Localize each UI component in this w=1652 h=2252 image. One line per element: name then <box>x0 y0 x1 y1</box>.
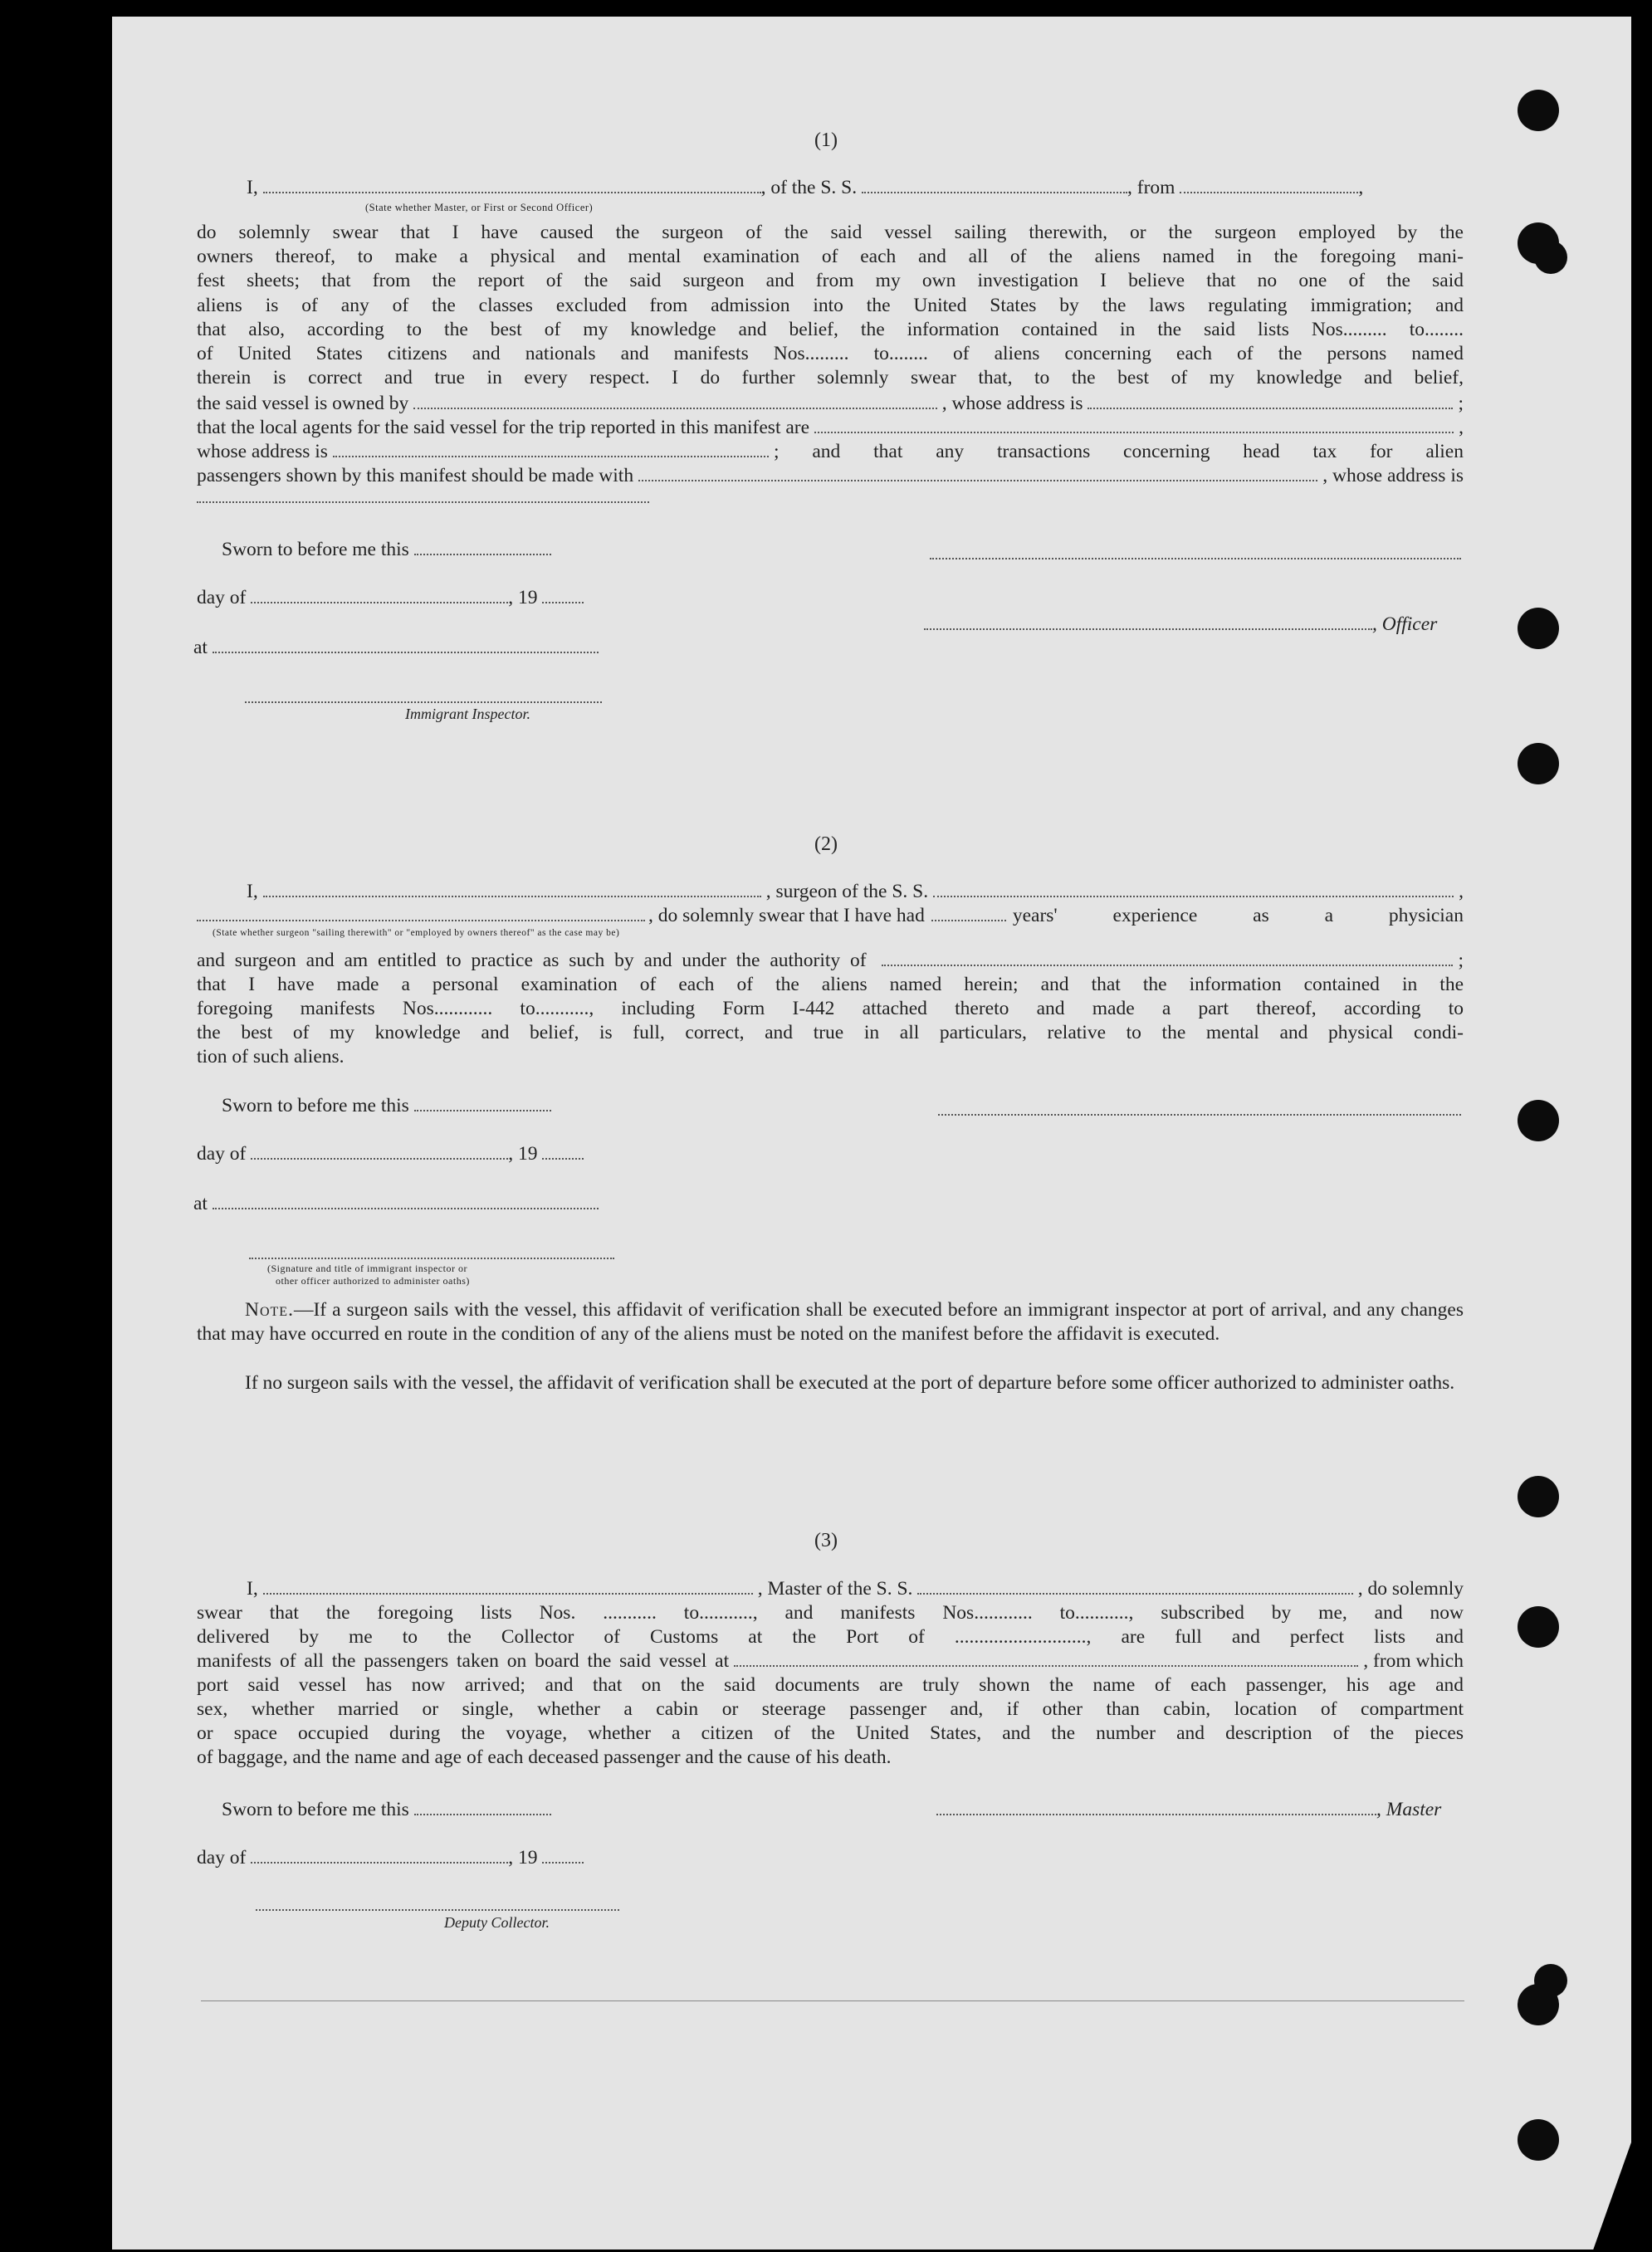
body-text: , from which <box>1363 1650 1464 1672</box>
note-text: —If a surgeon sails with the vessel, this affidavit of verification shall be executed before an immigrant inspector at port of arrival, and any changes that may have occurred en route in the condition of any of the aliens must be noted on the manifest before the affidavit is executed. <box>197 1299 1464 1345</box>
section-3-heading: (3) <box>814 1530 838 1551</box>
master-line <box>936 1798 1441 1822</box>
at-line-2 <box>193 1192 599 1216</box>
day-of-line-1 <box>197 586 584 610</box>
body-line: that I have made a personal examination of each of the aliens named herein; and that the information contained in the <box>197 974 1464 995</box>
section-2-intro-line <box>247 880 1464 904</box>
body-text: whose address is <box>197 441 328 462</box>
body-line: swear that the foregoing lists Nos. ........... to..........., and manifests Nos............ to..........., subscribed by me, and now <box>197 1602 1464 1624</box>
whose-address-line <box>197 440 1464 464</box>
signature-caption: other officer authorized to administer oaths) <box>276 1275 470 1287</box>
body-line: sex, whether married or single, whether a cabin or steerage passenger and, if other than cabin, location of compartment <box>197 1698 1464 1721</box>
sworn-text: Sworn to before me this <box>222 1095 409 1116</box>
binder-hole <box>1518 1476 1559 1517</box>
sworn-line-1 <box>222 538 551 562</box>
passengers-line <box>197 464 1464 488</box>
binder-hole <box>1518 1100 1559 1141</box>
signature-blank <box>930 558 1461 559</box>
intro-text: , Master of the S. S. <box>757 1578 913 1600</box>
intro-text: I, <box>247 177 258 198</box>
sworn-text: Sworn to before me this <box>222 1799 409 1820</box>
agents-line <box>197 416 1464 440</box>
at-text: at <box>193 1193 208 1214</box>
body-text: years' experience as a physician <box>1012 905 1464 926</box>
inspector-signature-blank <box>245 701 602 703</box>
binder-hole <box>1518 2119 1559 2161</box>
master-text: , Master <box>1376 1799 1442 1820</box>
intro-text: , <box>1358 177 1364 198</box>
at-line-1 <box>193 636 599 660</box>
sworn-line-3 <box>222 1798 551 1822</box>
section-3-body <box>197 1601 1464 1649</box>
inspector-caption: Immigrant Inspector. <box>405 706 530 722</box>
officer-text: , Officer <box>1372 613 1438 635</box>
section-1-intro-line <box>247 176 1363 200</box>
intro-text: I, <box>247 1578 258 1600</box>
day-of-line-3 <box>197 1846 584 1870</box>
body-line: fest sheets; that from the report of the said surgeon and from my own investigation I believe that no one of the said <box>197 270 1464 292</box>
year-text: , 19 <box>508 1143 538 1165</box>
binder-hole <box>1518 743 1559 784</box>
sworn-text: Sworn to before me this <box>222 539 409 560</box>
note-paragraph-2 <box>197 1371 1464 1395</box>
section-1-body <box>197 221 1464 390</box>
body-text: that the local agents for the said vessel for the trip reported in this manifest are <box>197 417 810 438</box>
day-of-text: day of <box>197 1143 247 1165</box>
section-2-body <box>197 973 1464 1046</box>
body-text: ; <box>1458 950 1464 971</box>
intro-text: , do solemnly <box>1357 1578 1464 1600</box>
deputy-caption: Deputy Collector. <box>444 1914 550 1931</box>
body-text: manifests of all the passengers taken on board the said vessel at <box>197 1650 730 1672</box>
body-line: delivered by me to the Collector of Customs at the Port of ..........................., are full and perfect lists and <box>197 1626 1464 1649</box>
year-text: , 19 <box>508 587 538 608</box>
sworn-line-2 <box>222 1094 551 1118</box>
inspector-signature-blank <box>249 1258 614 1259</box>
manifests-line <box>197 1649 1464 1673</box>
intro-text: , of the S. S. <box>760 177 858 198</box>
body-line: aliens is of any of the classes excluded from admission into the United States by the laws regulating immigration; and <box>197 294 1464 316</box>
body-text: , do solemnly swear that I have had <box>648 905 925 926</box>
body-line: therein is correct and true in every respect. I do further solemnly swear that, to the best of my knowledge and belief, <box>197 367 1464 389</box>
day-of-line-2 <box>197 1142 584 1166</box>
body-text: passengers shown by this manifest should be made with <box>197 465 634 486</box>
body-line: port said vessel has now arrived; and that on the said documents are truly shown the name of each passenger, his age and <box>197 1674 1464 1696</box>
section-3-intro-line <box>247 1577 1464 1601</box>
body-line: foregoing manifests Nos............ to..........., including Form I-442 attached thereto and made a part thereof, according to <box>197 998 1464 1020</box>
year-text: , 19 <box>508 1847 538 1869</box>
body-text: ; <box>1458 393 1464 414</box>
section-2-heading: (2) <box>814 833 838 855</box>
signature-caption: (Signature and title of immigrant inspector or <box>267 1263 467 1274</box>
section-1-heading: (1) <box>814 129 838 151</box>
day-of-text: day of <box>197 587 247 608</box>
note-text: If no surgeon sails with the vessel, the affidavit of verification shall be executed at the port of departure before some officer authorized to administer oaths. <box>245 1372 1455 1394</box>
body-line: or space occupied during the voyage, whether a citizen of the United States, and the number and description of the pieces <box>197 1722 1464 1745</box>
binder-hole <box>1534 1964 1567 1997</box>
body-text: and surgeon and am entitled to practice as such by and under the authority of <box>197 950 867 971</box>
section-2-experience-line <box>197 904 1464 928</box>
body-text: , <box>1459 417 1464 438</box>
intro-text: , surgeon of the S. S. <box>765 881 929 902</box>
signature-blank <box>938 1114 1461 1116</box>
body-line: the best of my knowledge and belief, is full, correct, and true in all particulars, relative to the mental and physical condi- <box>197 1022 1464 1044</box>
section-3-body-2 <box>197 1673 1464 1746</box>
body-line: do solemnly swear that I have caused the surgeon of the said vessel sailing therewith, or the surgeon employed by the <box>197 222 1464 243</box>
body-text: the said vessel is owned by <box>197 393 409 414</box>
body-last-line: of baggage, and the name and age of each deceased passenger and the cause of his death. <box>197 1746 892 1768</box>
intro-text: , <box>1459 881 1464 902</box>
body-line: that also, according to the best of my knowledge and belief, the information contained in the said lists Nos......... to........ <box>197 318 1464 340</box>
body-text: , whose address is <box>1322 465 1464 486</box>
officer-note: (State whether Master, or First or Second Officer) <box>365 202 594 213</box>
owned-by-line <box>197 392 1464 416</box>
intro-text: , from <box>1127 177 1175 198</box>
binder-hole <box>1518 1606 1559 1648</box>
body-last-line: tion of such aliens. <box>197 1046 345 1067</box>
note-label: Note. <box>245 1299 294 1321</box>
deputy-signature-blank <box>256 1909 619 1911</box>
bottom-rule <box>201 2000 1464 2001</box>
binder-hole <box>1534 241 1567 274</box>
binder-hole <box>1518 608 1559 649</box>
authority-line <box>197 949 1464 973</box>
body-text: ; and that any transactions concerning head tax for alien <box>773 441 1464 462</box>
day-of-text: day of <box>197 1847 247 1869</box>
body-text: , whose address is <box>941 393 1083 414</box>
body-line: owners thereof, to make a physical and mental examination of each and all of the aliens named in the foregoing mani- <box>197 246 1464 268</box>
binder-hole <box>1518 90 1559 131</box>
at-text: at <box>193 637 208 658</box>
officer-line <box>924 613 1437 637</box>
note-paragraph <box>197 1298 1464 1346</box>
address-blank <box>197 501 649 503</box>
body-line: of United States citizens and nationals and manifests Nos......... to........ of aliens concerning each of the persons named <box>197 343 1464 365</box>
intro-text: I, <box>247 881 258 902</box>
surgeon-note: (State whether surgeon "sailing therewith" or "employed by owners thereof" as the case may be) <box>213 928 620 938</box>
